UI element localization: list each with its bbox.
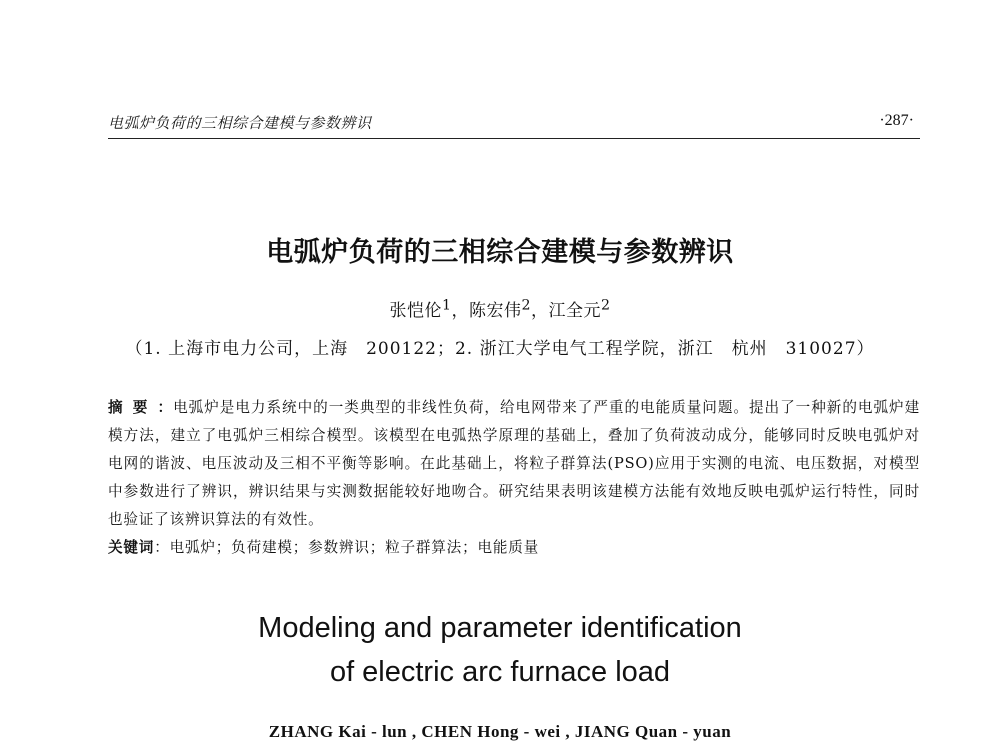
keywords-line <box>108 534 920 562</box>
title-en-line-2: of electric arc furnace load <box>329 656 671 688</box>
abstract-paragraph <box>108 394 920 534</box>
page-number: ·287· <box>879 112 914 129</box>
affiliation-marker: 1 <box>441 297 452 314</box>
abstract-block <box>108 394 920 562</box>
keywords-text: 电弧炉；负荷建模；参数辨识；粒子群算法；电能质量 <box>169 539 540 556</box>
affiliation-marker: 2 <box>521 297 531 314</box>
paper-title-chinese: 电弧炉负荷的三相综合建模与参数辨识 <box>266 237 734 268</box>
title-en-line-1: Modeling and parameter identification <box>258 612 742 644</box>
running-title: 电弧炉负荷的三相综合建模与参数辨识 <box>108 114 372 132</box>
keywords-label: 关键词 <box>108 539 155 556</box>
paper-title-english <box>0 606 1000 694</box>
author-separator: ， <box>531 301 549 321</box>
author-name: 张恺伦 <box>389 301 442 321</box>
affiliation-line: （1. 上海市电力公司，上海 200122；2. 浙江大学电气工程学院，浙江 杭州 310027） <box>125 339 875 359</box>
author-name: 江全元 <box>548 301 601 321</box>
author-list-english: ZHANG Kai - lun , CHEN Hong - wei , JIANG Quan - yuan <box>268 722 732 741</box>
author-list <box>0 296 1000 321</box>
keywords-colon: ： <box>154 539 170 556</box>
author-separator: ， <box>451 301 469 321</box>
abstract-colon: ： <box>157 399 174 416</box>
abstract-label: 摘要 <box>108 399 158 416</box>
running-header <box>108 110 920 139</box>
author-name: 陈宏伟 <box>468 301 522 321</box>
affiliation-marker: 2 <box>601 297 611 314</box>
abstract-text: 电弧炉是电力系统中的一类典型的非线性负荷，给电网带来了严重的电能质量问题。提出了一种新的电弧炉建模方法，建立了电弧炉三相综合模型。该模型在电弧热学原理的基础上，叠加了负荷波动成分，能够同时反映电弧炉对电网的谐波、电压波动及三相不平衡等影响。在此基础上，将粒子群算法(PSO)应用于实测的电流、电压数据，对模型中参数进行了辨识，辨识结果与实测数据能较好地吻合。研究结果表明该建模方法能有效地反映电弧炉运行特性，同时也验证了该辨识算法的有效性。 <box>108 399 920 528</box>
